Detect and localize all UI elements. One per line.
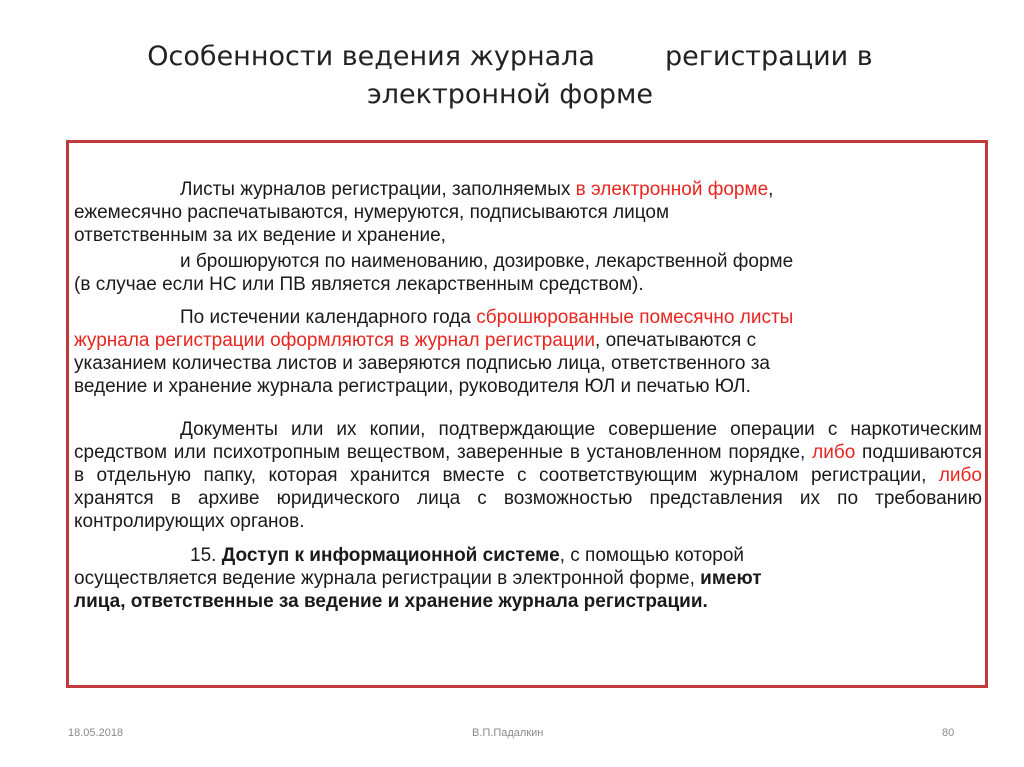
title-part-2: регистрации в xyxy=(664,41,873,72)
p4-highlight-2: либо xyxy=(938,465,982,486)
p3-highlight-1: сброшюрованные помесячно листы xyxy=(476,307,794,328)
p2-text-a: и брошюруются по наименованию, дозировке, лекарственной форме xyxy=(180,251,794,272)
p5-bold-1: Доступ к информационной системе xyxy=(221,545,560,566)
footer-date: 18.05.2018 xyxy=(68,727,124,739)
p1-text-a: Листы журналов регистрации, заполняемых xyxy=(180,179,576,200)
slide-body xyxy=(74,178,982,613)
title-line-2: электронной форме xyxy=(366,79,654,110)
p3-highlight-2: журнала регистрации оформляются в журнал регистрации xyxy=(74,330,596,351)
footer-author: В.П.Падалкин xyxy=(472,727,544,739)
p4-text-b: подшиваются в отдельную папку, которая хранится вместе с соответствующим журналом регистрации, xyxy=(74,442,982,486)
p5-text-a: , с помощью которой xyxy=(559,545,745,566)
p4-text-c: хранятся в архиве юридического лица с возможностью представления их по требованию контролирующих органов. xyxy=(74,488,982,532)
p1-text-d: ответственным за их ведение и хранение, xyxy=(74,225,446,246)
p5-bold-3: лица, ответственные за ведение и хранение журнала регистрации. xyxy=(74,591,708,612)
p3-text-b: , опечатываются с xyxy=(595,330,757,351)
title-part-1: Особенности ведения журнала xyxy=(147,41,595,72)
p2-text-b: (в случае если НС или ПВ является лекарственным средством). xyxy=(74,274,644,295)
paragraph-5 xyxy=(74,544,982,613)
paragraph-2 xyxy=(74,250,982,296)
slide-title xyxy=(60,38,960,114)
footer-page-number: 80 xyxy=(942,727,955,739)
title-line-1 xyxy=(60,38,960,76)
p5-bold-2: имеют xyxy=(700,568,762,589)
p3-text-c: указанием количества листов и заверяются подписью лица, ответственного за xyxy=(74,353,770,374)
p1-text-c: ежемесячно распечатываются, нумеруются, подписываются лицом xyxy=(74,202,670,223)
paragraph-1 xyxy=(74,178,982,247)
p1-text-b: , xyxy=(768,179,774,200)
p3-text-a: По истечении календарного года xyxy=(180,307,477,328)
paragraph-3 xyxy=(74,306,982,398)
p5-number: 15. xyxy=(190,545,222,566)
p4-highlight-1: либо xyxy=(812,442,856,463)
p4-text-a: Документы или их копии, подтверждающие совершение операции с наркотическим средством или психотропным веществом, заверенные в установленном порядке, xyxy=(74,419,982,463)
p5-text-b: осуществляется ведение журнала регистрации в электронной форме, xyxy=(74,568,701,589)
paragraph-4 xyxy=(74,418,982,533)
p1-highlight: в электронной форме xyxy=(575,179,769,200)
p3-text-d: ведение и хранение журнала регистрации, руководителя ЮЛ и печатью ЮЛ. xyxy=(74,376,751,397)
